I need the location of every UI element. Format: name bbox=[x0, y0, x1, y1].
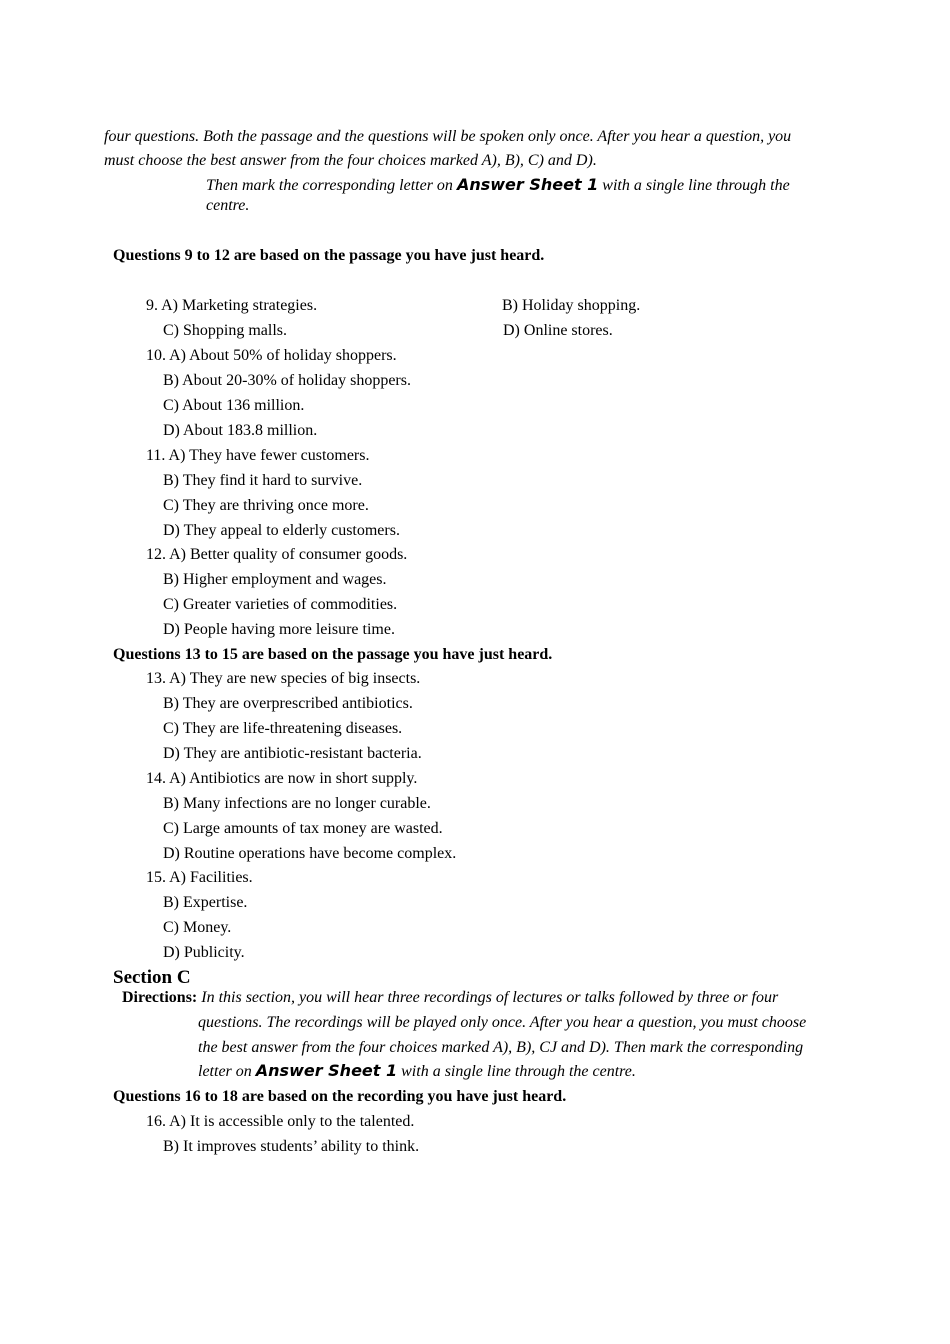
q9-option-c: C) Shopping malls. bbox=[163, 322, 288, 339]
q13-option-a: 13. A) They are new species of big insects. bbox=[146, 670, 421, 687]
q11-option-b: B) They find it hard to survive. bbox=[163, 472, 363, 489]
group-heading-13-15: Questions 13 to 15 are based on the passage you have just heard. bbox=[113, 646, 553, 663]
q9-option-a: 9. A) Marketing strategies. bbox=[146, 297, 318, 314]
intro-line-3-text: Then mark the corresponding letter on bbox=[206, 177, 457, 194]
q13-option-c: C) They are life-threatening diseases. bbox=[163, 720, 403, 737]
q11-option-c: C) They are thriving once more. bbox=[163, 497, 369, 514]
q12-option-a: 12. A) Better quality of consumer goods. bbox=[146, 546, 408, 563]
q10-option-c: C) About 136 million. bbox=[163, 397, 305, 414]
intro-line-3 bbox=[206, 177, 790, 194]
q10-option-b: B) About 20-30% of holiday shoppers. bbox=[163, 372, 411, 389]
directions-label: Directions: bbox=[122, 989, 198, 1006]
answer-sheet-label-2: Answer Sheet 1 bbox=[255, 1061, 398, 1080]
q11-option-a: 11. A) They have fewer customers. bbox=[146, 447, 370, 464]
intro-line-1: four questions. Both the passage and the questions will be spoken only once. After you hear a question, you bbox=[104, 128, 792, 145]
q9-option-b: B) Holiday shopping. bbox=[502, 297, 641, 314]
q14-option-c: C) Large amounts of tax money are wasted. bbox=[163, 820, 443, 837]
q15-option-a: 15. A) Facilities. bbox=[146, 869, 253, 886]
section-c-directions-line-3: the best answer from the four choices marked A), B), CJ and D). Then mark the corresponding bbox=[198, 1039, 804, 1056]
group-heading-9-12: Questions 9 to 12 are based on the passage you have just heard. bbox=[113, 247, 545, 264]
q16-option-b: B) It improves students’ ability to think. bbox=[163, 1138, 420, 1155]
section-c-directions-line-2: questions. The recordings will be played only once. After you hear a question, you must choose bbox=[198, 1014, 807, 1031]
q10-option-d: D) About 183.8 million. bbox=[163, 422, 318, 439]
q9-option-d: D) Online stores. bbox=[503, 322, 613, 339]
directions-text-1: In this section, you will hear three recordings of lectures or talks followed by three or four bbox=[197, 989, 779, 1006]
q10-option-a: 10. A) About 50% of holiday shoppers. bbox=[146, 347, 397, 364]
q16-option-a: 16. A) It is accessible only to the talented. bbox=[146, 1113, 415, 1130]
group-heading-16-18: Questions 16 to 18 are based on the recording you have just heard. bbox=[113, 1088, 567, 1105]
directions-text-4: letter on bbox=[198, 1063, 256, 1080]
q15-option-c: C) Money. bbox=[163, 919, 232, 936]
q11-option-d: D) They appeal to elderly customers. bbox=[163, 522, 400, 539]
q15-option-b: B) Expertise. bbox=[163, 894, 248, 911]
q14-option-b: B) Many infections are no longer curable. bbox=[163, 795, 431, 812]
q13-option-b: B) They are overprescribed antibiotics. bbox=[163, 695, 413, 712]
directions-text-4-tail: with a single line through the centre. bbox=[397, 1063, 636, 1080]
answer-sheet-label: Answer Sheet 1 bbox=[456, 175, 599, 194]
section-c-title: Section C bbox=[113, 967, 191, 988]
q12-option-d: D) People having more leisure time. bbox=[163, 621, 395, 638]
q14-option-a: 14. A) Antibiotics are now in short supply. bbox=[146, 770, 418, 787]
intro-line-3-tail: with a single line through the bbox=[598, 177, 790, 194]
q13-option-d: D) They are antibiotic-resistant bacteria. bbox=[163, 745, 422, 762]
q15-option-d: D) Publicity. bbox=[163, 944, 245, 961]
intro-line-4: centre. bbox=[206, 197, 250, 214]
q12-option-c: C) Greater varieties of commodities. bbox=[163, 596, 398, 613]
q14-option-d: D) Routine operations have become complex. bbox=[163, 845, 457, 862]
section-c-directions-line-1 bbox=[122, 990, 778, 1006]
section-c-directions-line-4 bbox=[198, 1063, 636, 1080]
intro-line-2: must choose the best answer from the four choices marked A), B), C) and D). bbox=[104, 152, 597, 169]
q12-option-b: B) Higher employment and wages. bbox=[163, 571, 387, 588]
